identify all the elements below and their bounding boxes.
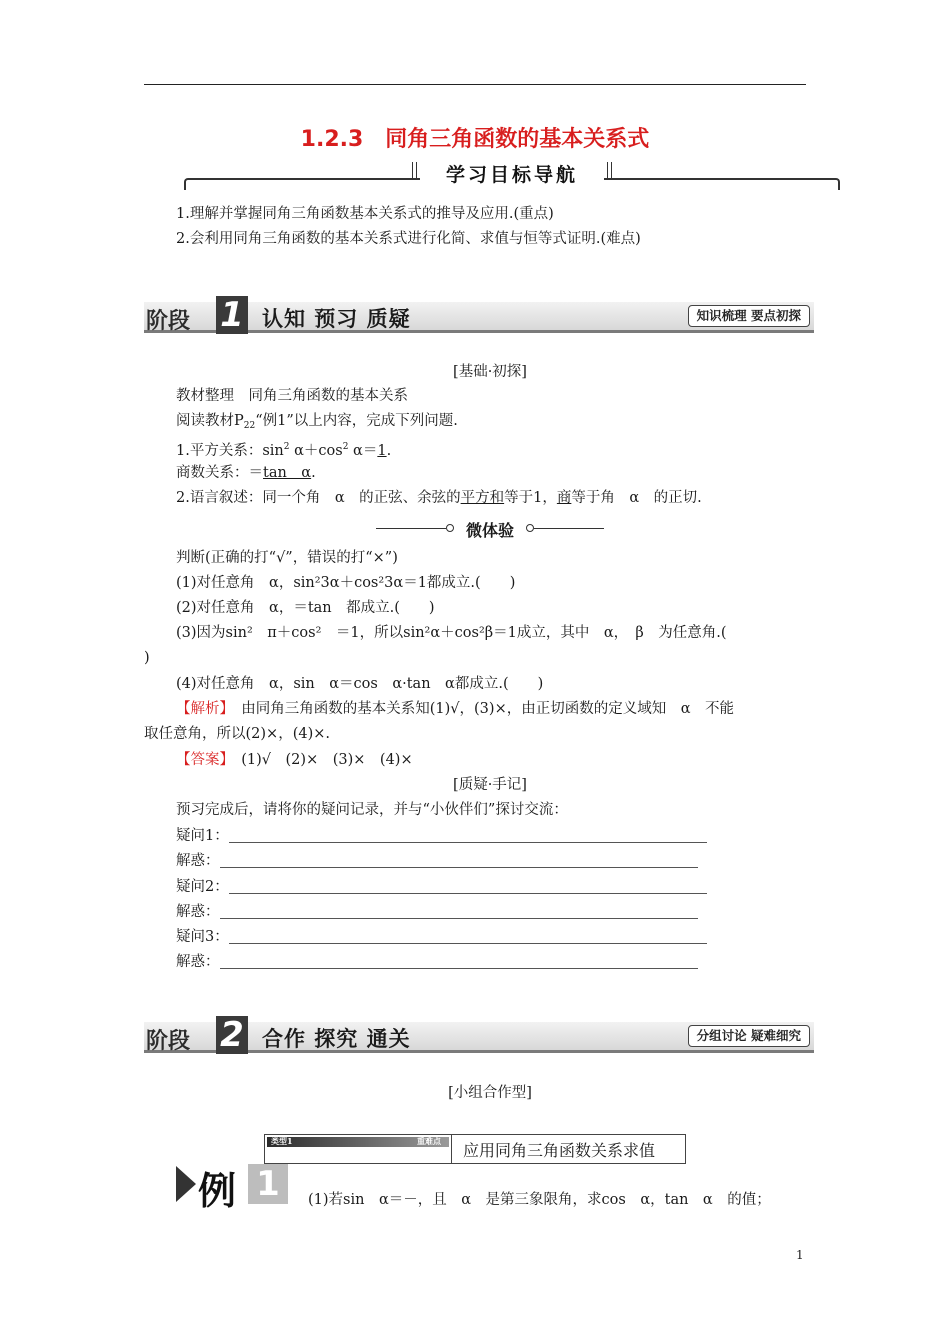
language-text: 2.语言叙述：同一个角 α 的正弦、余弦的 [176, 490, 461, 506]
note-blank[interactable] [229, 828, 707, 843]
type-title: 应用同角三角函数关系求值 [463, 1141, 656, 1160]
group-header: [小组合作型] [448, 1085, 532, 1101]
example-arrow-icon [176, 1166, 196, 1202]
quotient-relation-answer: tan α [263, 465, 312, 481]
stage-1-tag: 知识梳理 要点初探 [688, 305, 810, 327]
page-number: 1 [796, 1248, 804, 1262]
square-relation [176, 437, 391, 461]
question-item: (2)对任意角 α，＝tan 都成立.( ) [176, 600, 435, 616]
goal-item: 2.会利用同角三角函数的基本关系式进行化简、求值与恒等式证明.(难点) [176, 231, 641, 247]
notes-header: [质疑·手记] [453, 777, 527, 793]
divider-line [534, 528, 604, 529]
example-number: 1 [248, 1164, 288, 1204]
page-title: 1.2.3 同角三角函数的基本关系式 [300, 127, 650, 152]
textbook-section: 教材整理 同角三角函数的基本关系 [176, 388, 408, 404]
divider-dot [446, 524, 454, 532]
type-box-badge [265, 1135, 452, 1163]
note-label: 解惑： [176, 954, 220, 970]
stage-1-label: 阶段 [146, 309, 191, 334]
analysis-label: 【解析】 [176, 701, 227, 717]
note-label: 疑问2： [176, 879, 229, 895]
square-exponent: 2 [283, 442, 290, 452]
note-blank[interactable] [229, 879, 707, 894]
note-label: 疑问1： [176, 828, 229, 844]
type-label: 类型1 [271, 1136, 293, 1146]
reading-suffix: “例1”以上内容，完成下列问题. [255, 413, 458, 429]
note-blank[interactable] [220, 954, 698, 969]
stage-2-tag: 分组讨论 疑难细究 [688, 1025, 810, 1047]
note-label: 解惑： [176, 904, 220, 920]
reading-instruction [176, 411, 458, 436]
judge-intro: 判断(正确的打“√”，错误的打“×”) [176, 550, 398, 566]
notes-intro: 预习完成后，请将你的疑问记录，并与“小伙伴们”探讨交流： [176, 802, 568, 818]
example-word: 例 [198, 1169, 237, 1213]
stage-2-number: 2 [216, 1016, 248, 1054]
answer [176, 750, 413, 770]
language-answer: 平方和 [460, 490, 505, 506]
stage-1-number: 1 [216, 296, 248, 334]
basics-header: [基础·初探] [453, 364, 527, 380]
answer-text: (1)√ (2)× (3)× (4)× [226, 752, 413, 768]
divider-dot [526, 524, 534, 532]
goals-banner [184, 160, 840, 196]
type-box [264, 1134, 686, 1164]
note-row [176, 952, 698, 972]
question-item: (1)对任意角 α，sin²3α＋cos²3α＝1都成立.( ) [176, 575, 516, 591]
example-marker [176, 1162, 290, 1213]
note-row [176, 851, 698, 871]
analysis [176, 699, 734, 719]
square-relation-answer: 1 [377, 443, 387, 459]
note-label: 解惑： [176, 853, 220, 869]
square-relation-text: . [386, 443, 392, 459]
note-blank[interactable] [220, 904, 698, 919]
language-text: 等于角 α 的正切. [571, 490, 702, 506]
square-exponent: 2 [342, 442, 349, 452]
note-row [176, 826, 707, 846]
stage-1-header [144, 295, 814, 335]
quotient-relation [176, 463, 316, 483]
note-row [176, 877, 707, 897]
analysis-text: 由同角三角函数的基本关系知(1)√，(3)×，由正切函数的定义域知 α 不能 [226, 701, 735, 717]
question-item-continued: ) [144, 650, 150, 666]
stage-2-header [144, 1015, 814, 1055]
question-item: (4)对任意角 α，sin α＝cos α·tan α都成立.( ) [176, 676, 544, 692]
note-row [176, 927, 707, 947]
note-label: 疑问3： [176, 929, 229, 945]
example-question: (1)若sin α＝－，且 α 是第三象限角，求cos α，tan α 的值； [308, 1192, 771, 1208]
note-blank[interactable] [229, 929, 707, 944]
reading-page: 22 [243, 421, 256, 431]
quotient-relation-text: . [311, 465, 316, 481]
divider-line [376, 528, 446, 529]
stage-2-label: 阶段 [146, 1029, 191, 1054]
stage-1-heading: 认知 预习 质疑 [262, 306, 411, 331]
quotient-relation-text: 商数关系：＝ [176, 465, 263, 481]
goal-item: 1.理解并掌握同角三角函数基本关系式的推导及应用.(重点) [176, 206, 554, 222]
micro-experience-title: 微体验 [465, 521, 514, 540]
header-rule [144, 84, 806, 85]
note-row [176, 902, 698, 922]
square-relation-text: α＋cos [294, 443, 343, 459]
analysis-continued: 取任意角，所以(2)×，(4)×. [144, 726, 330, 742]
note-blank[interactable] [220, 853, 698, 868]
language-answer: 商 [556, 490, 572, 506]
language-description [176, 488, 702, 508]
stage-2-heading: 合作 探究 通关 [262, 1026, 411, 1051]
square-relation-text: α＝ [353, 443, 378, 459]
question-item: (3)因为sin² π＋cos² ＝1，所以sin²α＋cos²β＝1成立，其中 α， β 为任意角.( [176, 625, 727, 641]
square-relation-text: 1.平方关系：sin [176, 443, 284, 459]
difficulty-label: 重难点 [417, 1136, 441, 1146]
micro-experience-divider [376, 518, 604, 540]
language-text: 等于1， [504, 490, 557, 506]
goals-banner-label: 学习目标导航 [420, 160, 604, 184]
reading-prefix: 阅读教材P [176, 413, 244, 429]
answer-label: 【答案】 [176, 752, 227, 768]
